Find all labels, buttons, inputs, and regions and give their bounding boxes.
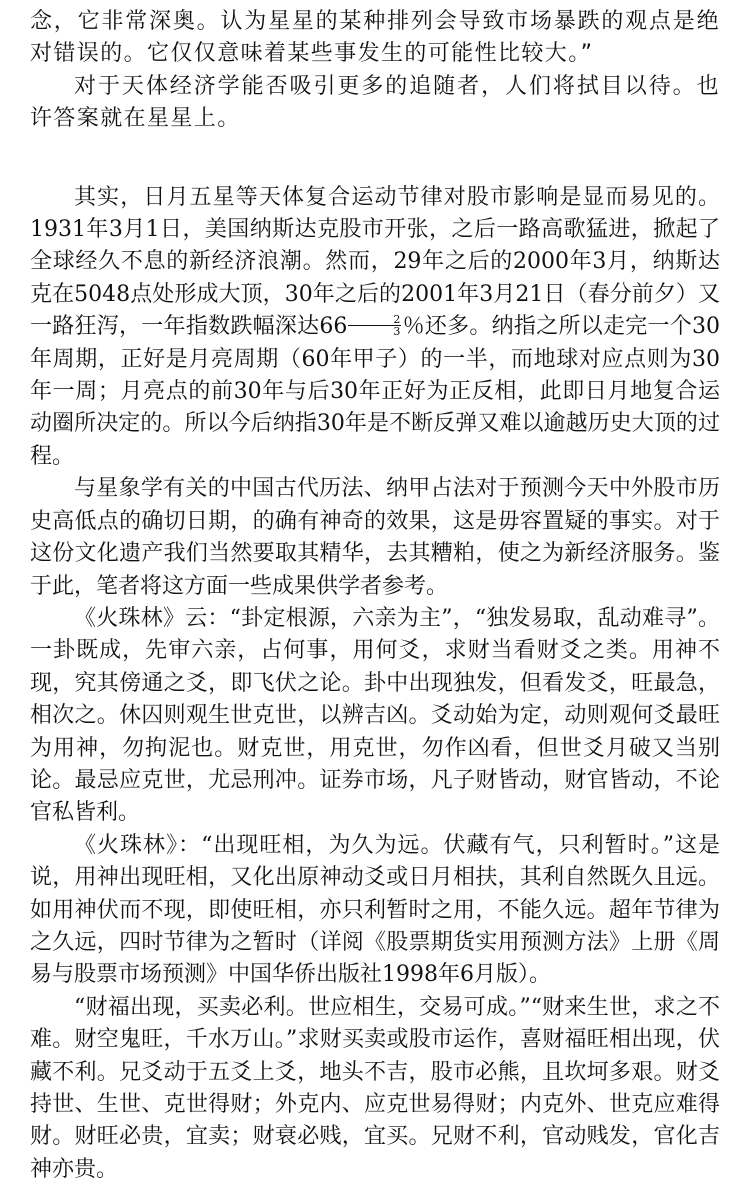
paragraph: 与星象学有关的中国古代历法、纳甲占法对于预测今天中外股市历史高低点的确切日期，的确有神奇的效果，这是毋容置疑的事实。对于这份文化遗产我们当然要取其精华，去其糟粕，使之为新经济服务。鉴于此，笔者将这方面一些成果供学者参考。 [30, 476, 720, 599]
paragraph-text: ％还多。纳指之所以走完一个30年周期，正好是月亮周期（60年甲子）的一半，而地球对应点则为30年一周；月亮点的前30年与后30年正好为正反相，此即日月地复合运动圈所决定的。所以今后纳指30年是不断反弹又难以逾越历史大顶的过程。 [30, 314, 720, 469]
paragraph: 《火珠林》云：“卦定根源，六亲为主”，“独发易取，乱动难寻”。一卦既成，先审六亲，占何事，用何爻，求财当看财爻之类。用神不现，究其傍通之爻，即飞伏之论。卦中出现独发，但看发爻，旺最急，相次之。休囚则观生世克世，以辨吉凶。爻动始为定，动则观何爻最旺为用神，勿拘泥也。财克世，用克世，勿作凶看，但世爻月破又当别论。最忌应克世，尤忌刑冲。证券市场，凡子财皆动，财官皆动，不论官私皆利。 [30, 605, 720, 826]
paragraph-text: 其实，日月五星等天体复合运动节律对股市影响是显而易见的。1931年3月1日，美国纳斯达克股市开张，之后一路高歌猛进，掀起了全球经久不息的新经济浪潮。然而，29年之后的2000年3月，纳斯达克在5048点处形成大顶，30年之后的2001年3月21日（春分前夕）又一路狂泻，一年指数跌幅深达66 [30, 184, 720, 340]
section-gap [30, 136, 720, 182]
fraction-numerator: 2 [348, 314, 401, 326]
paragraph: “财福出现，买卖必利。世应相生，交易可成。”“财来生世，求之不难。财空鬼旺，千水万山。”求财买卖或股市运作，喜财福旺相出现，伏藏不利。兄爻动于五爻上爻，地头不吉，股市必熊，且坎坷多艰。财爻持世、生世、克世得财；外克内、应克世易得财；内克外、世克应难得财。财旺必贵，宜卖；财衰必贱，宜买。兄财不利，官动贱发，官化吉神亦贵。 [30, 994, 720, 1182]
paragraph: 对于天体经济学能否吸引更多的追随者，人们将拭目以待。也许答案就在星星上。 [30, 73, 720, 132]
fraction-denominator: 3 [393, 324, 401, 338]
paragraph [30, 182, 720, 474]
document-page [30, 6, 720, 1186]
paragraph: 《火珠林》：“出现旺相，为久为远。伏藏有气，只利暂时。”这是说，用神出现旺相，又化出原神动爻或日月相扶，其利自然既久且远。如用神伏而不现，即使旺相，亦只利暂时之用，不能久远。超年节律为之久远，四时节律为之暂时（详阅《股票期货实用预测方法》上册《周易与股票市场预测》中国华侨出版社1998年6月版）。 [30, 832, 720, 988]
quoted-section [30, 6, 720, 136]
fraction [348, 314, 401, 337]
paragraph: 念，它非常深奥。认为星星的某种排列会导致市场暴跌的观点是绝对错误的。它仅仅意味着某些事发生的可能性比较大。” [30, 9, 720, 67]
main-section [30, 182, 720, 1186]
